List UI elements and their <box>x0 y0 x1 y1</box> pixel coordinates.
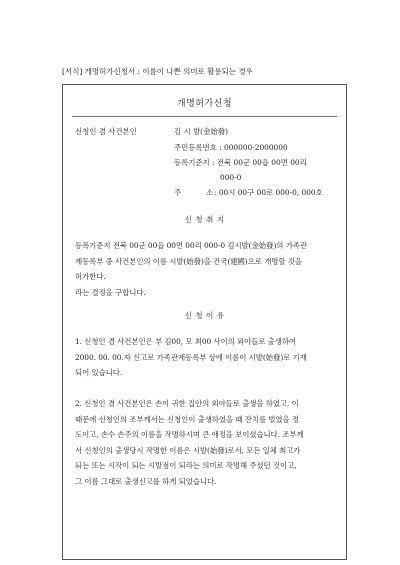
reason-line: 2000. 00. 00.자 신고로 가족관계등록부 상에 이름이 시발(始發)로 기재 <box>75 352 307 362</box>
purpose-line: 라는 결정을 구합니다. <box>75 287 146 297</box>
purpose-paragraph <box>75 238 337 300</box>
reason-line: 그 이름 그대로 출생신고를 하게 되었습니다. <box>75 476 217 486</box>
address-label: 주 <box>174 188 182 197</box>
applicant-label: 신청인 겸 사건본인 <box>75 127 137 136</box>
purpose-heading: 신 청 취 지 <box>184 215 225 224</box>
reason-line: 되는 또는 시작이 되는 시발점이 되라는 의미로 작명해 주셨던 것이고, <box>75 461 297 470</box>
purpose-line: 계등록부 중 사건본인의 이름 시발(始發)을 건국(建國)으로 개명할 것을 <box>75 256 302 266</box>
title-divider <box>72 116 337 117</box>
registration-base: 등록기준지 : 전북 00군 00읍 00면 00리 <box>174 158 307 167</box>
address-value: : 00시 00구 00로 000-0, 000호 <box>214 188 323 197</box>
address-label-suffix: 소 <box>206 188 214 197</box>
registration-base-lot: 000-0 <box>220 173 242 182</box>
application-form <box>62 84 347 560</box>
reason-line: 1. 신청인 겸 사건본인은 부 김00, 모 최00 사이의 외아들로 출생하여 <box>75 337 296 346</box>
reason-line: 서 신청인의 출생당시 작명한 이름은 시발(始發)로서, 모든 일체 최고가 <box>75 445 301 455</box>
document-caption: [서식] 개명허가신청서 : 이름이 나쁜 의미로 활용되는 경우 <box>62 67 253 76</box>
reason-paragraph-2 <box>75 396 337 489</box>
form-title: 개명허가신청 <box>176 99 233 109</box>
purpose-line: 허가한다. <box>75 272 106 281</box>
purpose-line: 등록기준지 전북 00군 00읍 00면 00리 000-0 김시발(金始發)의 가족관 <box>75 241 307 250</box>
resident-number: 주민등록번호 : 000000-2000000 <box>174 143 288 152</box>
reason-line: 도이고, 손수 손주의 이름을 작명하시며 큰 애정을 보이셨습니다. 조부께 <box>75 430 304 439</box>
reason-line: 때문에 신청인의 조부께서는 신청인이 출생하였을 때 잔치를 벌였을 정 <box>75 414 299 424</box>
reason-paragraph-1 <box>75 334 337 381</box>
reason-line: 되어 있습니다. <box>75 368 123 377</box>
reasons-heading: 신 청 이 유 <box>184 311 225 320</box>
reason-line: 2. 신청인 겸 사건본인은 손이 귀한 집안의 외아들로 출생을 하였고, 이 <box>75 399 299 408</box>
applicant-name: 김 시 발(金始發) <box>174 127 229 136</box>
